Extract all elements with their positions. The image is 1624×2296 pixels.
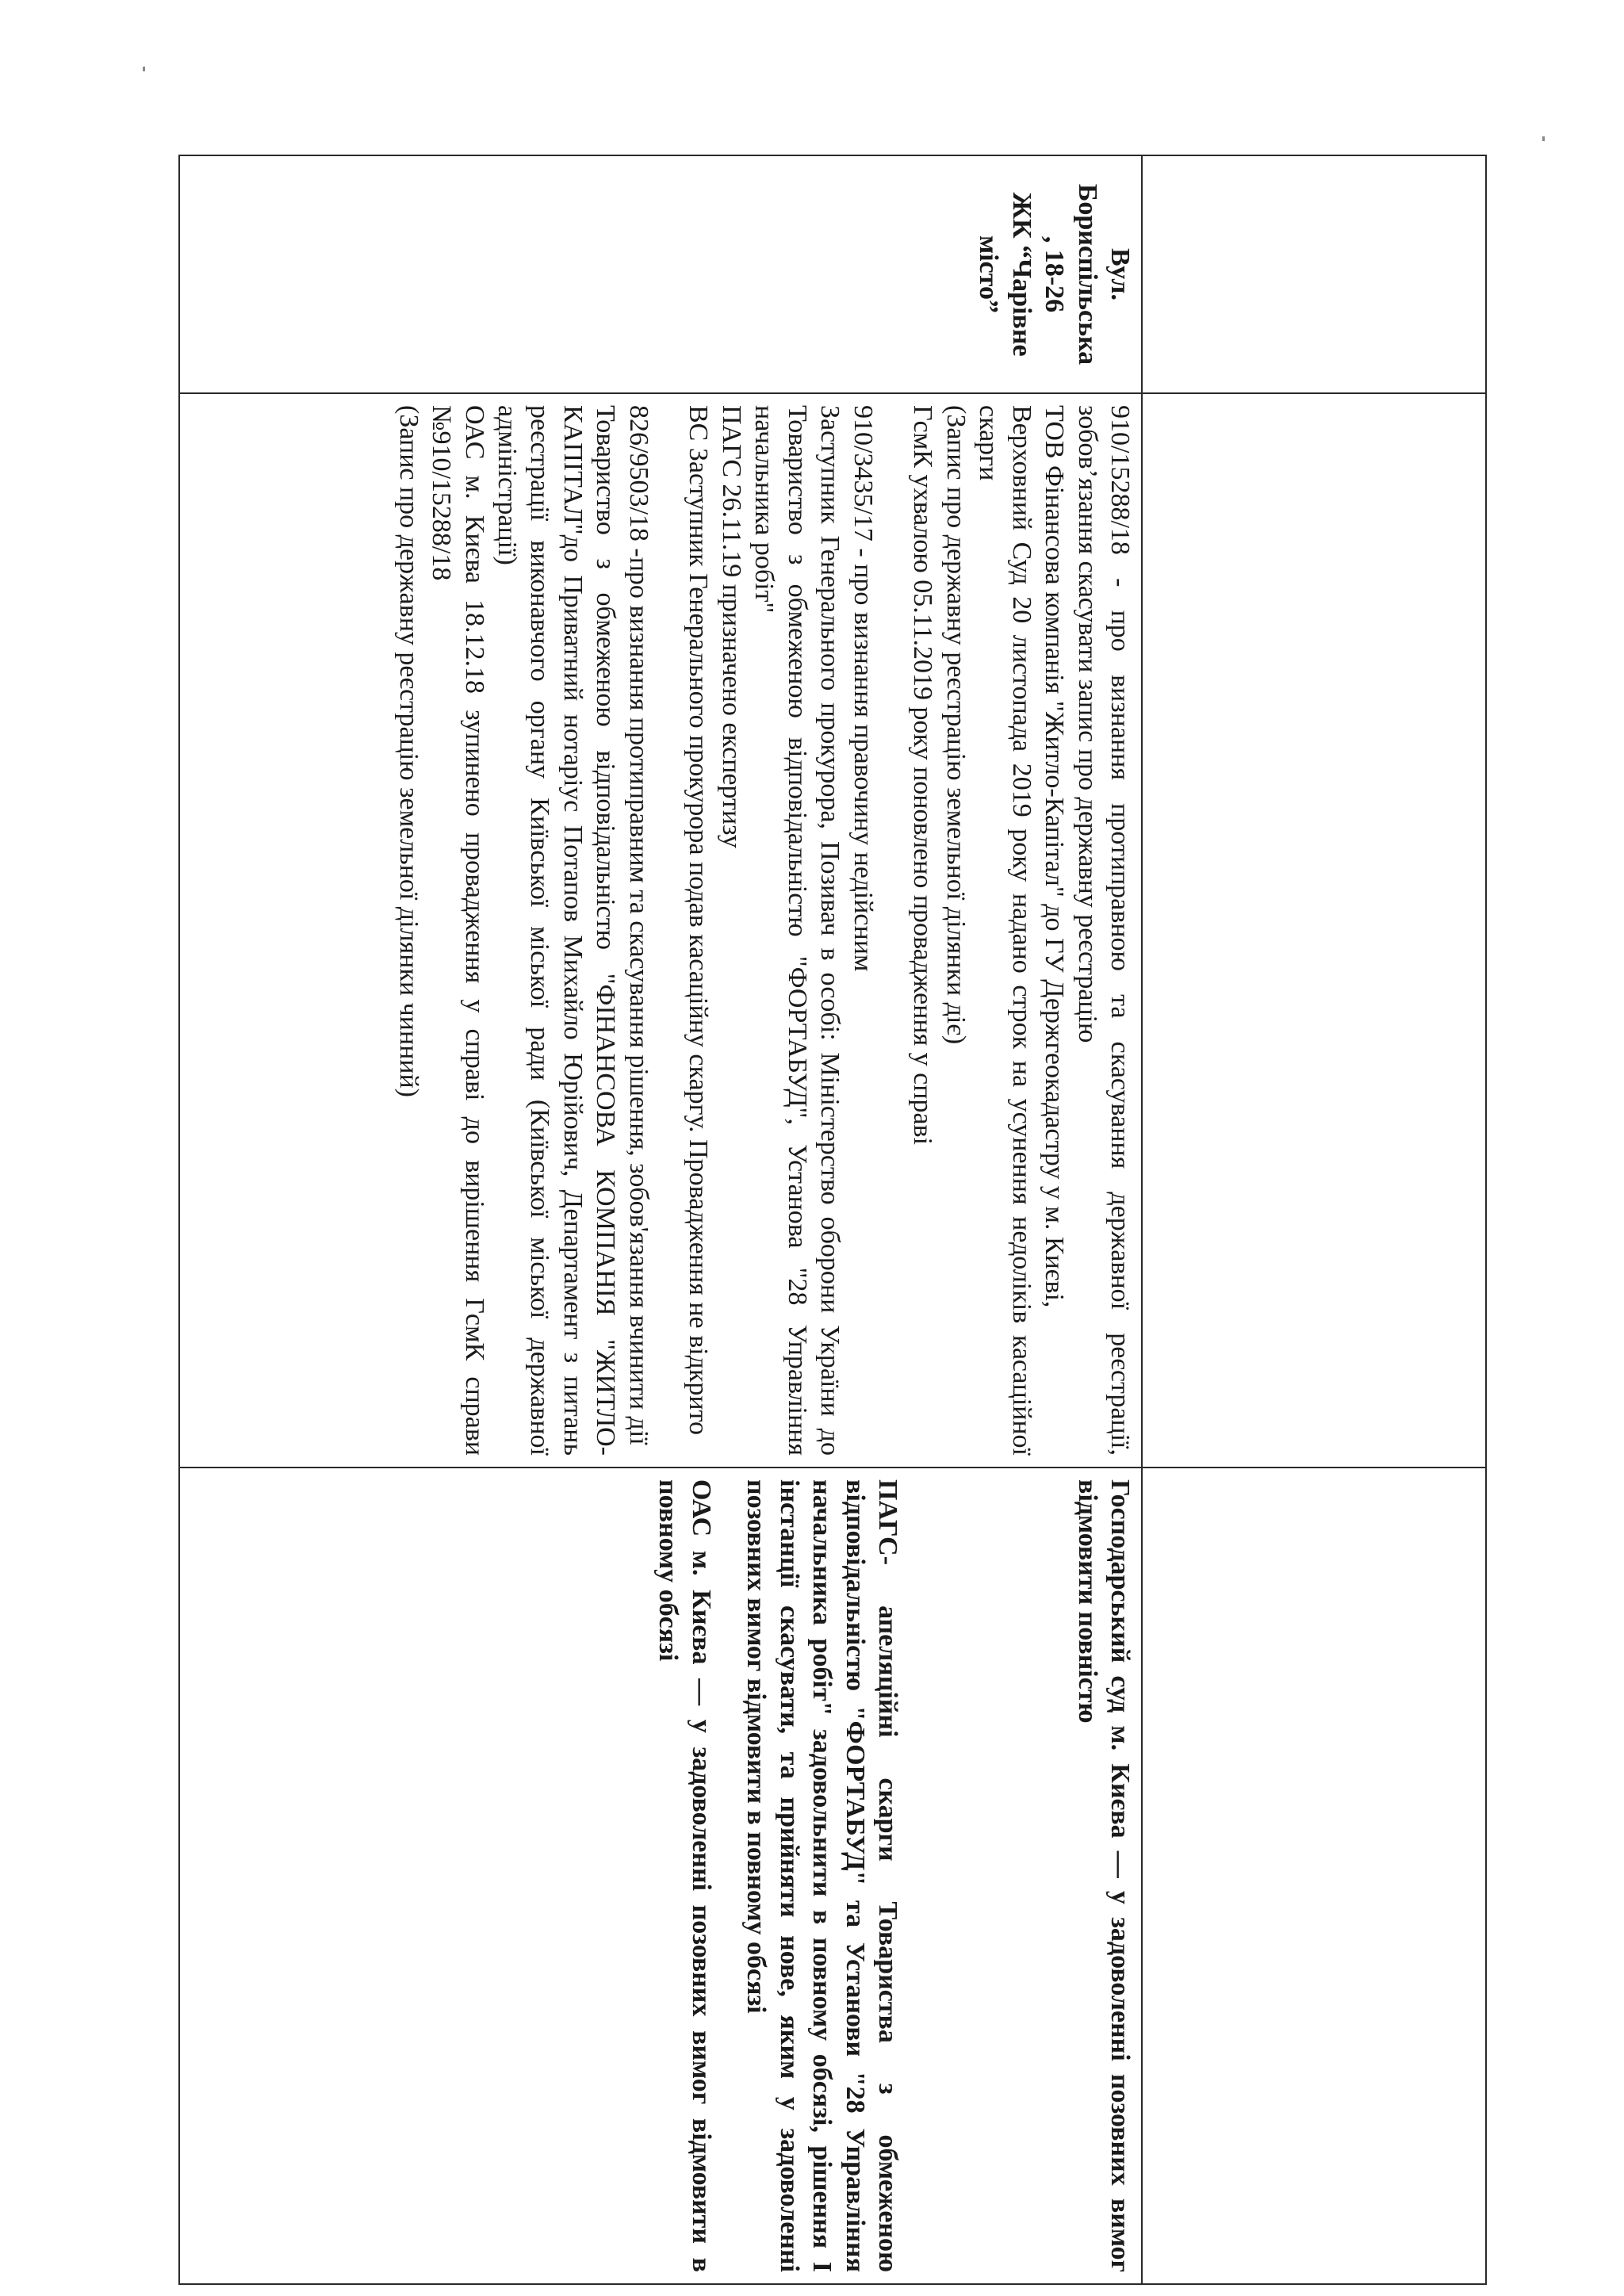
rotated-page — [178, 155, 1487, 2272]
case-status: ОАС м. Києва 18.12.18 зупинено провадження у справі до вирішення ГсмК справи №910/15288/18 — [427, 405, 489, 1456]
table-row-empty — [1142, 155, 1486, 2284]
case-note: (Запис про державну реєстрацію земельної ділянки чинний) — [393, 405, 423, 1097]
litigation-table — [178, 155, 1487, 2285]
address-line: Бориспільська — [1072, 183, 1102, 365]
case-parties: Заступник Генерального прокурора, Позивач в особі: Міністерство оборони України до Товариство з обмеженою відповідальністю "ФОРТАБУД", Установа "28 Управління начальника робіт" — [749, 405, 845, 1456]
case-result: ОАС м. Києва — у задоволенні позовних вимог відмовити в повному обсязі — [653, 1479, 716, 2272]
address-line: Вул. — [1105, 248, 1135, 300]
case-renewal: ГсмК ухвалою 05.11.2019 року поновлено провадження у справі — [908, 405, 938, 1146]
table-row-property — [179, 155, 1142, 2284]
case-appeal: ВС Заступник Генерального прокурора подав касаційну скаргу. Провадження не відкрито — [684, 405, 714, 1436]
cases-cell — [179, 393, 1142, 1468]
case-title: 910/15288/18 - про визнання протиправною та скасування державної реєстрації, зобов’язання скасувати запис про державну реєстрацію — [1072, 405, 1135, 1456]
case-title: 910/3435/17 - про визнання правочину недійсним — [848, 405, 878, 972]
cell-empty — [1142, 155, 1486, 393]
address-line: , 18-26 — [1040, 235, 1070, 313]
cell-empty — [1142, 393, 1486, 1468]
address-line: місто” — [974, 235, 1004, 313]
case-expertise: ПАГС 26.11.19 призначено експертизу — [716, 405, 746, 848]
case-parties: ТОВ Фінансова компанія "Житло-Капітал" до ГУ Держгеокадастру у м. Києві, — [1040, 405, 1070, 1308]
case-result: Господарський суд м. Києва — у задоволенні позовних вимог відмовити повністю — [1072, 1479, 1135, 2272]
case-parties: Товариство з обмеженою відповідальністю "ФІНАНСОВА КОМПАНІЯ "ЖИТЛО-КАПІТАЛ"до Приватний нотаріус Потапов Михайло Юрійович, Департамент з питань реєстрації виконавчого органу Київської міської ради (Київської міської державної адміністрації) — [492, 405, 621, 1456]
case-status: Верховний Суд 20 листопада 2019 року надано строк на усунення недоліків касаційної скарги — [974, 405, 1036, 1456]
case-result: ПАГС- апеляційні скарги Товариства з обмеженою відповідальністю "ФОРТАБУД" та Установи "28 Управління начальника робіт" задовольнити в повному обсязі, рішення І інстанції скасувати, та прийняти нове, яким у задоволенні позовних вимог відмовити в повному обсязі — [741, 1479, 903, 2272]
scan-speck — [143, 67, 145, 71]
address-line: ЖК “Чарівне — [1006, 192, 1036, 357]
case-title: 826/9503/18 -про визнання протиправним та скасування рішення, зобов'язання вчинити дії — [623, 405, 653, 1445]
results-cell — [179, 1468, 1142, 2284]
scan-speck — [1542, 136, 1545, 141]
case-note: (Запис про державну реєстрацію земельної ділянки діє) — [940, 405, 971, 1045]
cell-empty — [1142, 1468, 1486, 2284]
address-cell — [179, 155, 1142, 393]
